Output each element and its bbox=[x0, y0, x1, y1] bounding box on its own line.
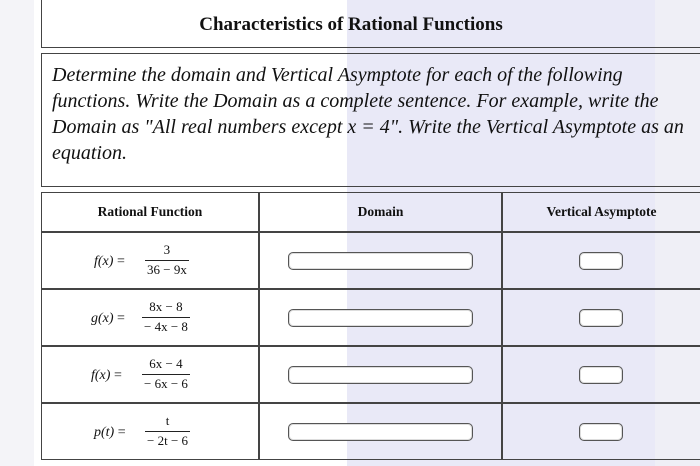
page-title: Characteristics of Rational Functions bbox=[199, 14, 503, 35]
header-domain: Domain bbox=[259, 192, 502, 232]
vertical-asymptote-input[interactable] bbox=[579, 309, 623, 327]
domain-input[interactable] bbox=[288, 252, 473, 270]
denominator: 36 − 9x bbox=[147, 262, 187, 277]
domain-input[interactable] bbox=[288, 366, 473, 384]
domain-input[interactable] bbox=[288, 309, 473, 327]
fraction bbox=[142, 299, 190, 335]
vertical-asymptote-input[interactable] bbox=[579, 252, 623, 270]
header-rational-function: Rational Function bbox=[41, 192, 259, 232]
header-vertical-asymptote: Vertical Asymptote bbox=[502, 192, 700, 232]
function-name: f(x) = bbox=[94, 254, 125, 269]
instructions-text: Determine the domain and Vertical Asymptote for each of the following functions. Write the Domain as a complete sentence. For example, write the Domain as "All real numbers except x = 4". Write the Vertical Asymptote as an equation. bbox=[52, 64, 684, 164]
function-name: g(x) = bbox=[91, 311, 125, 326]
domain-input[interactable] bbox=[288, 423, 473, 441]
fraction bbox=[145, 242, 189, 278]
numerator: t bbox=[165, 413, 170, 428]
numerator: 8x − 8 bbox=[149, 299, 183, 314]
vertical-asymptote-input[interactable] bbox=[579, 423, 623, 441]
fraction bbox=[142, 356, 190, 392]
numerator: 6x − 4 bbox=[149, 356, 183, 371]
denominator: − 6x − 6 bbox=[144, 376, 188, 391]
denominator: − 2t − 6 bbox=[147, 433, 189, 448]
denominator: − 4x − 8 bbox=[144, 319, 188, 334]
function-name: f(x) = bbox=[91, 368, 122, 383]
numerator: 3 bbox=[163, 242, 171, 257]
vertical-asymptote-input[interactable] bbox=[579, 366, 623, 384]
left-margin bbox=[0, 0, 34, 466]
function-name: p(t) = bbox=[94, 425, 126, 440]
fraction bbox=[145, 413, 190, 449]
